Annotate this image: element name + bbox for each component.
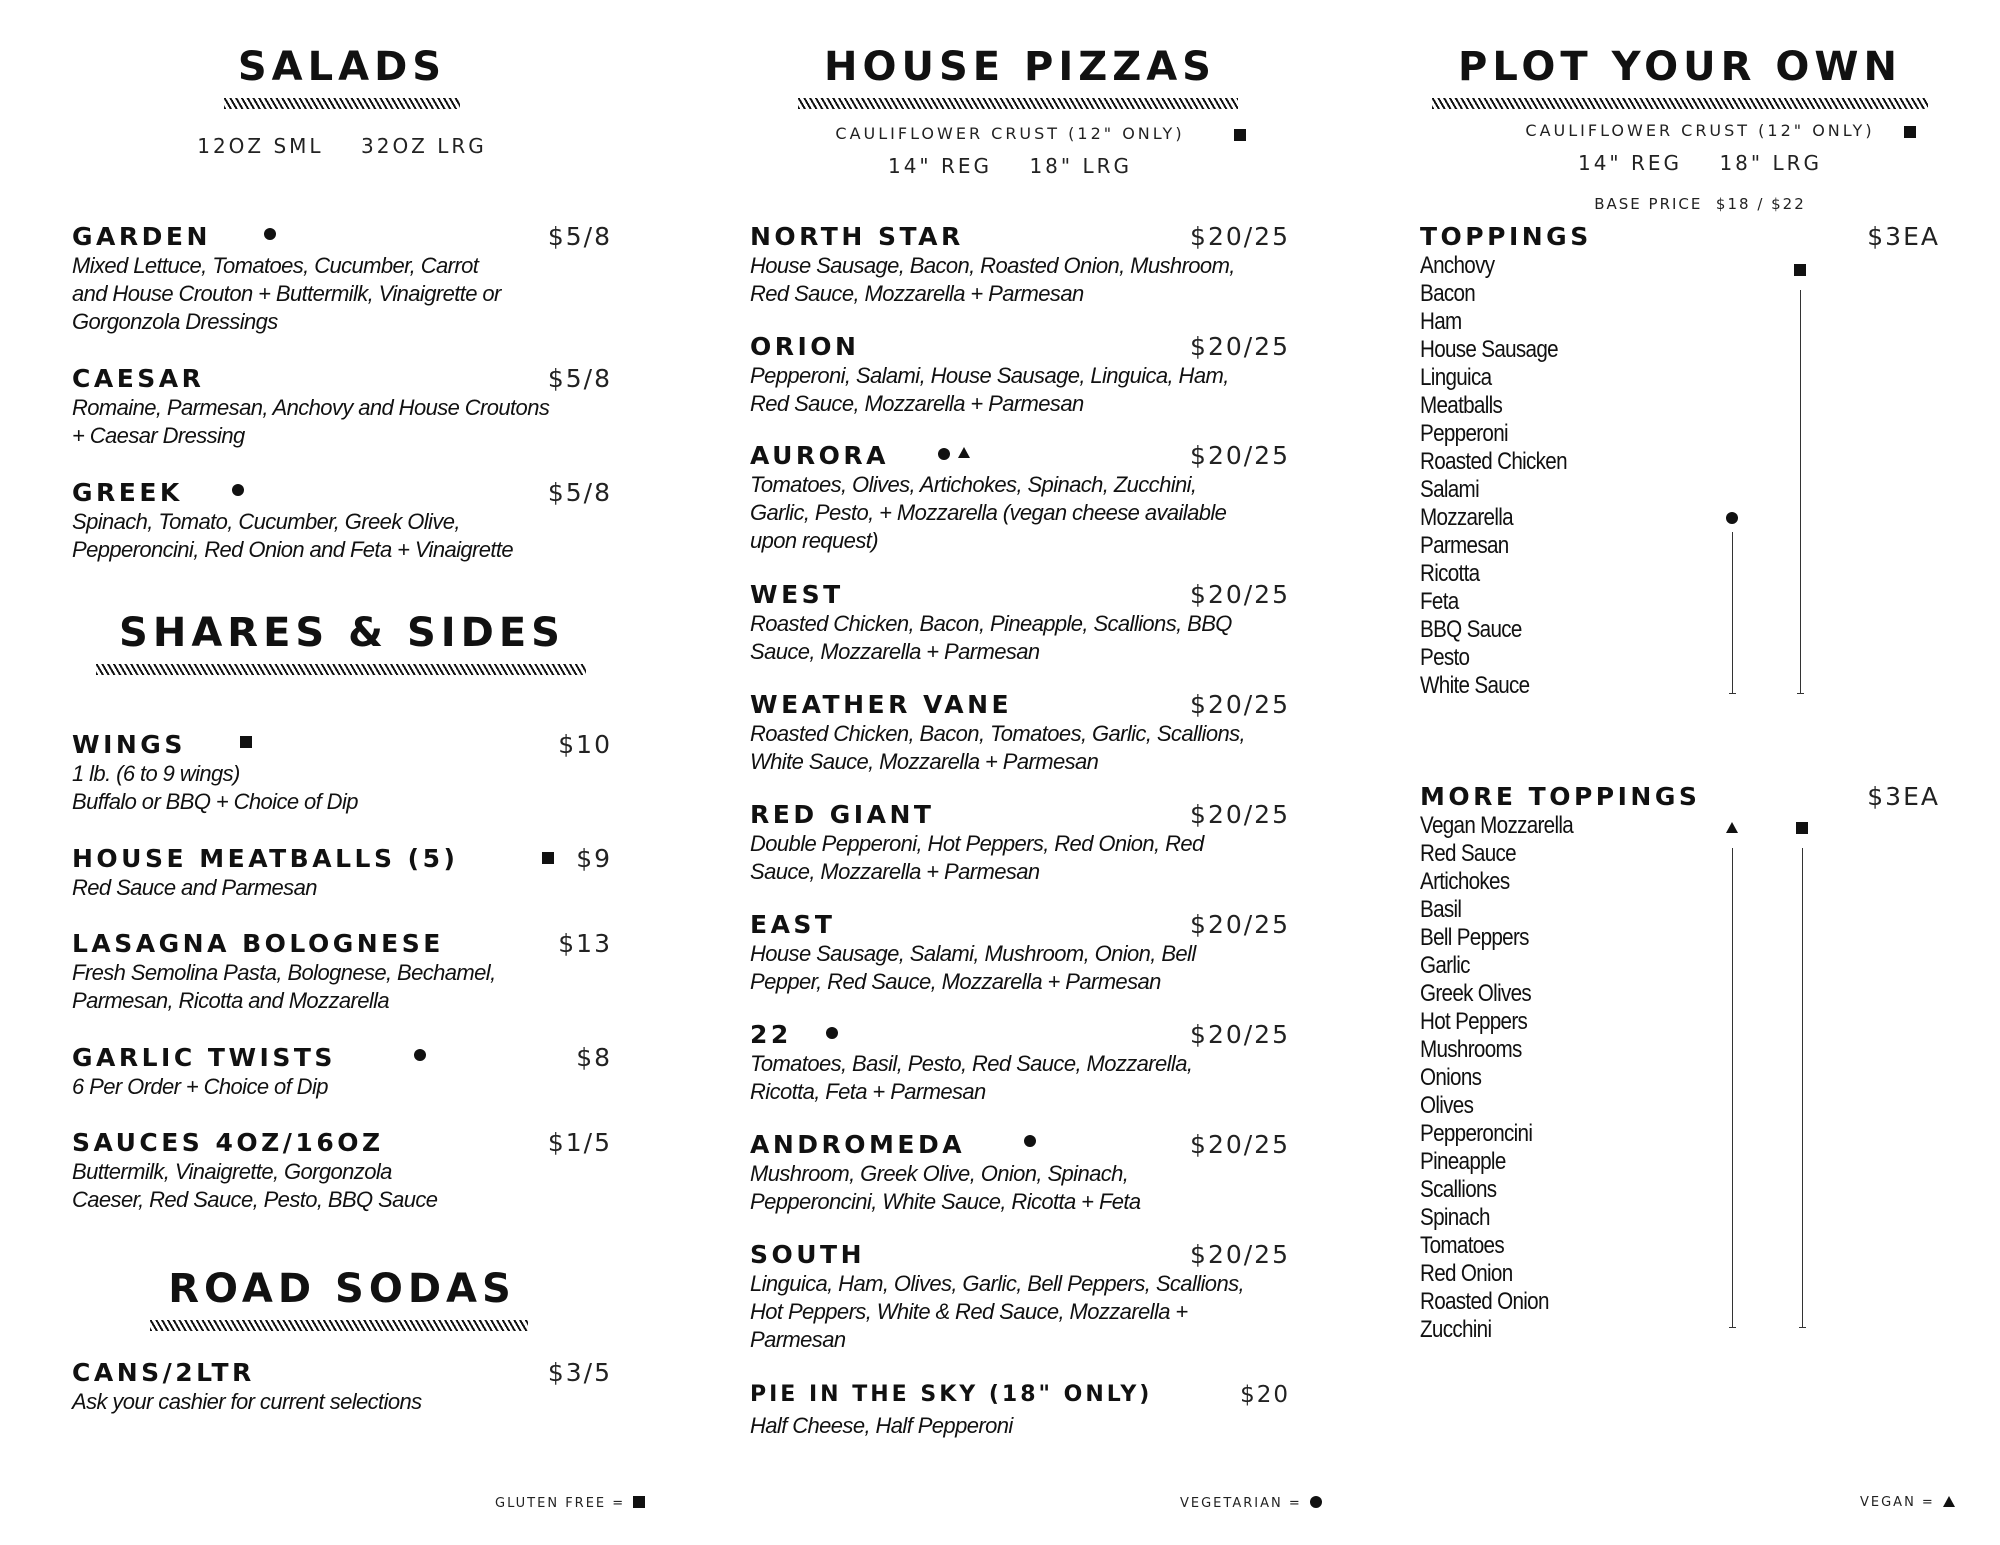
item-price: $5/8: [547, 222, 612, 251]
more-toppings-list: [1420, 812, 1598, 1344]
topping-item: Artichokes: [1420, 868, 1510, 895]
gluten-free-icon: [1794, 264, 1806, 276]
item-price: $20: [1240, 1382, 1290, 1408]
item-price: $20/25: [1190, 690, 1290, 719]
topping-item: Anchovy: [1420, 252, 1495, 279]
item-price: $13: [558, 929, 612, 958]
item-name: SAUCES 4OZ/16OZ: [72, 1128, 384, 1157]
topping-item: Ricotta: [1420, 560, 1480, 587]
item-description: Tomatoes, Olives, Artichokes, Spinach, Zucchini, Garlic, Pesto, + Mozzarella (vegan cheese available upon request): [750, 472, 1227, 553]
gluten-free-icon: [240, 736, 252, 748]
vegan-icon: [1726, 822, 1738, 833]
topping-item: Linguica: [1420, 364, 1492, 391]
topping-item: Ham: [1420, 308, 1462, 335]
topping-item: Mushrooms: [1420, 1036, 1522, 1063]
item-description: Mushroom, Greek Olive, Onion, Spinach, Pepperoncini, White Sauce, Ricotta + Feta: [750, 1161, 1141, 1214]
legend-vegetarian-label: VEGETARIAN =: [1180, 1496, 1302, 1511]
plot-sizes: 14" REG 18" LRG: [1577, 151, 1822, 175]
item-description: Spinach, Tomato, Cucumber, Greek Olive, Pepperoncini, Red Onion and Feta + Vinaigrette: [72, 509, 514, 562]
vegetarian-icon: [1310, 1496, 1322, 1508]
shares-title-underline: [96, 664, 586, 675]
item-name: LASAGNA BOLOGNESE: [72, 929, 444, 958]
item-name: CANS/2LTR: [72, 1358, 255, 1387]
right-column: [1420, 0, 1940, 1545]
topping-item: Basil: [1420, 896, 1462, 923]
vegetarian-icon: [264, 228, 276, 240]
item-price: $20/25: [1190, 910, 1290, 939]
topping-item: BBQ Sauce: [1420, 616, 1522, 643]
item-name: ORION: [750, 332, 860, 361]
shares-title: SHARES & SIDES: [119, 610, 565, 656]
pizza-crust-note: CAULIFLOWER CRUST (12" ONLY): [835, 124, 1185, 143]
topping-item: Olives: [1420, 1092, 1474, 1119]
item-name: RED GIANT: [750, 800, 935, 829]
gluten-free-icon: [1904, 126, 1916, 138]
salads-sizes: 12OZ SML 32OZ LRG: [197, 134, 487, 158]
topping-item: Spinach: [1420, 1204, 1490, 1231]
item-price: $5/8: [547, 478, 612, 507]
topping-item: Roasted Chicken: [1420, 448, 1567, 475]
item-price: $20/25: [1190, 1240, 1290, 1269]
item-price: $20/25: [1190, 332, 1290, 361]
vegetarian-icon: [938, 448, 950, 460]
item-price: $3/5: [547, 1358, 612, 1387]
item-description: Roasted Chicken, Bacon, Pineapple, Scallions, BBQ Sauce, Mozzarella + Parmesan: [750, 611, 1232, 664]
topping-item: Tomatoes: [1420, 1232, 1504, 1259]
legend-vegan: [1860, 1495, 1955, 1510]
item-description: Buttermilk, Vinaigrette, Gorgonzola Caeser, Red Sauce, Pesto, BBQ Sauce: [72, 1159, 438, 1212]
vegan-icon: [1943, 1496, 1955, 1507]
item-description: Red Sauce and Parmesan: [72, 875, 317, 900]
topping-item: Salami: [1420, 476, 1479, 503]
item-price: $9: [576, 844, 612, 873]
item-price: $20/25: [1190, 800, 1290, 829]
item-description: Tomatoes, Basil, Pesto, Red Sauce, Mozzarella, Ricotta, Feta + Parmesan: [750, 1051, 1193, 1104]
more-toppings-title: MORE TOPPINGS: [1420, 782, 1701, 811]
vegan-range-line: [1732, 848, 1733, 1328]
item-name: GREEK: [72, 478, 183, 507]
vegetarian-icon: [1726, 512, 1738, 524]
vegan-icon: [958, 447, 970, 458]
topping-item: Pepperoncini: [1420, 1120, 1533, 1147]
item-name: SOUTH: [750, 1240, 866, 1269]
topping-item: Vegan Mozzarella: [1420, 812, 1574, 839]
salads-title-underline: [224, 98, 460, 109]
salads-title: SALADS: [237, 44, 447, 90]
item-description: House Sausage, Salami, Mushroom, Onion, Bell Pepper, Red Sauce, Mozzarella + Parmesan: [750, 941, 1196, 994]
gluten-free-icon: [1796, 822, 1808, 834]
topping-item: Mozzarella: [1420, 504, 1513, 531]
topping-item: Scallions: [1420, 1176, 1497, 1203]
item-name: PIE IN THE SKY (18" ONLY): [750, 1382, 1153, 1407]
topping-item: Parmesan: [1420, 532, 1509, 559]
topping-item: Greek Olives: [1420, 980, 1532, 1007]
topping-item: Bacon: [1420, 280, 1476, 307]
vegetarian-icon: [826, 1027, 838, 1039]
middle-column: [750, 0, 1290, 1545]
item-description: 6 Per Order + Choice of Dip: [72, 1074, 328, 1099]
item-name: NORTH STAR: [750, 222, 964, 251]
legend-vegetarian: [1180, 1495, 1322, 1511]
topping-item: Pineapple: [1420, 1148, 1506, 1175]
item-name: 22: [750, 1020, 792, 1049]
topping-item: Hot Peppers: [1420, 1008, 1528, 1035]
gluten-free-range-line: [1800, 290, 1801, 694]
item-name: CAESAR: [72, 364, 205, 393]
topping-item: Feta: [1420, 588, 1459, 615]
topping-item: Pepperoni: [1420, 420, 1508, 447]
topping-item: Garlic: [1420, 952, 1470, 979]
item-price: $20/25: [1190, 222, 1290, 251]
topping-item: Roasted Onion: [1420, 1288, 1549, 1315]
item-description: 1 lb. (6 to 9 wings) Buffalo or BBQ + Choice of Dip: [72, 761, 358, 814]
item-description: Mixed Lettuce, Tomatoes, Cucumber, Carrot and House Crouton + Buttermilk, Vinaigrette or Gorgonzola Dressings: [72, 253, 501, 334]
item-name: AURORA: [750, 441, 889, 470]
item-description: Pepperoni, Salami, House Sausage, Linguica, Ham, Red Sauce, Mozzarella + Parmesan: [750, 363, 1229, 416]
item-description: House Sausage, Bacon, Roasted Onion, Mushroom, Red Sauce, Mozzarella + Parmesan: [750, 253, 1235, 306]
topping-item: Pesto: [1420, 644, 1470, 671]
item-name: WINGS: [72, 730, 186, 759]
item-name: GARLIC TWISTS: [72, 1043, 336, 1072]
item-price: $8: [576, 1043, 612, 1072]
sodas-title-underline: [150, 1320, 528, 1331]
gluten-free-icon: [633, 1496, 645, 1508]
item-description: Romaine, Parmesan, Anchovy and House Croutons + Caesar Dressing: [72, 395, 550, 448]
item-description: Linguica, Ham, Olives, Garlic, Bell Peppers, Scallions, Hot Peppers, White & Red Sauce, Mozzarella + Parmesan: [750, 1271, 1244, 1352]
plot-crust-note: CAULIFLOWER CRUST (12" ONLY): [1525, 121, 1875, 140]
vegetarian-range-line: [1732, 532, 1733, 694]
topping-item: Red Sauce: [1420, 840, 1516, 867]
item-price: $5/8: [547, 364, 612, 393]
legend-vegan-label: VEGAN =: [1860, 1495, 1935, 1510]
item-description: Ask your cashier for current selections: [72, 1389, 422, 1414]
item-description: Half Cheese, Half Pepperoni: [750, 1413, 1013, 1438]
topping-item: Bell Peppers: [1420, 924, 1529, 951]
more-toppings-price: $3EA: [1867, 782, 1940, 811]
vegetarian-icon: [1024, 1135, 1036, 1147]
gluten-free-range-line: [1802, 848, 1803, 1328]
item-description: Fresh Semolina Pasta, Bolognese, Bechamel, Parmesan, Ricotta and Mozzarella: [72, 960, 496, 1013]
item-price: $20/25: [1190, 1020, 1290, 1049]
item-description: Double Pepperoni, Hot Peppers, Red Onion, Red Sauce, Mozzarella + Parmesan: [750, 831, 1204, 884]
topping-item: Zucchini: [1420, 1316, 1492, 1343]
item-description: Roasted Chicken, Bacon, Tomatoes, Garlic, Scallions, White Sauce, Mozzarella + Parmesan: [750, 721, 1246, 774]
topping-item: House Sausage: [1420, 336, 1558, 363]
item-price: $20/25: [1190, 580, 1290, 609]
legend-gluten-free-label: GLUTEN FREE =: [495, 1496, 626, 1511]
item-name: WEATHER VANE: [750, 690, 1013, 719]
item-price: $1/5: [547, 1128, 612, 1157]
item-name: ANDROMEDA: [750, 1130, 966, 1159]
item-name: GARDEN: [72, 222, 211, 251]
topping-item: White Sauce: [1420, 672, 1530, 699]
vegetarian-icon: [232, 484, 244, 496]
pizza-sizes: 14" REG 18" LRG: [887, 154, 1132, 178]
toppings-price: $3EA: [1867, 222, 1940, 251]
vegetarian-icon: [414, 1049, 426, 1061]
gluten-free-icon: [1234, 129, 1246, 141]
topping-item: Red Onion: [1420, 1260, 1513, 1287]
plot-your-own-title-underline: [1432, 98, 1928, 109]
item-price: $20/25: [1190, 441, 1290, 470]
topping-item: Onions: [1420, 1064, 1482, 1091]
item-name: HOUSE MEATBALLS (5): [72, 844, 459, 873]
left-column: [72, 0, 612, 1545]
house-pizzas-title-underline: [798, 98, 1238, 109]
house-pizzas-title: HOUSE PIZZAS: [824, 44, 1216, 90]
item-price: $20/25: [1190, 1130, 1290, 1159]
item-price: $10: [558, 730, 612, 759]
legend-gluten-free: [495, 1495, 645, 1511]
toppings-title: TOPPINGS: [1420, 222, 1592, 251]
plot-base-price: BASE PRICE $18 / $22: [1594, 195, 1806, 213]
item-name: WEST: [750, 580, 844, 609]
toppings-list: [1420, 252, 1591, 700]
sodas-title: ROAD SODAS: [168, 1266, 516, 1312]
gluten-free-icon: [542, 852, 554, 864]
plot-your-own-title: PLOT YOUR OWN: [1458, 44, 1902, 90]
item-name: EAST: [750, 910, 836, 939]
topping-item: Meatballs: [1420, 392, 1503, 419]
